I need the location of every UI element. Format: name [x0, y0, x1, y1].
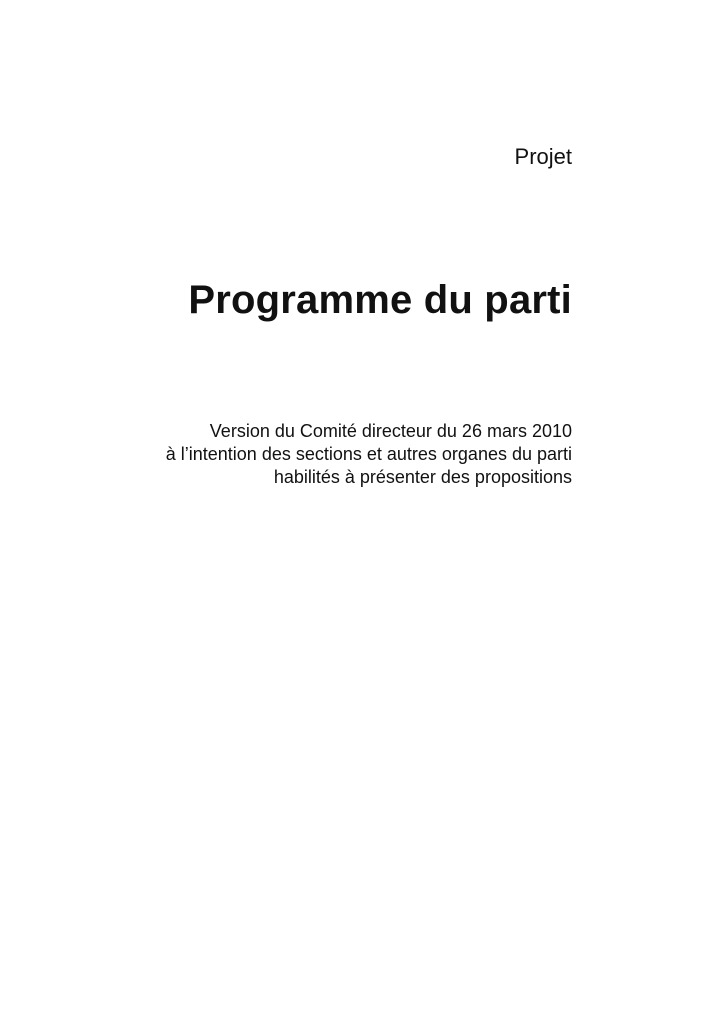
document-subtitle — [92, 420, 572, 489]
subtitle-line-intention: à l’intention des sections et autres organes du parti — [165, 444, 572, 464]
document-title: Programme du parti — [188, 278, 572, 322]
subtitle-line-version: Version du Comité directeur du 26 mars 2010 — [209, 421, 572, 441]
subtitle-line-propositions: habilités à présenter des propositions — [273, 467, 572, 487]
draft-label: Projet — [514, 144, 572, 169]
